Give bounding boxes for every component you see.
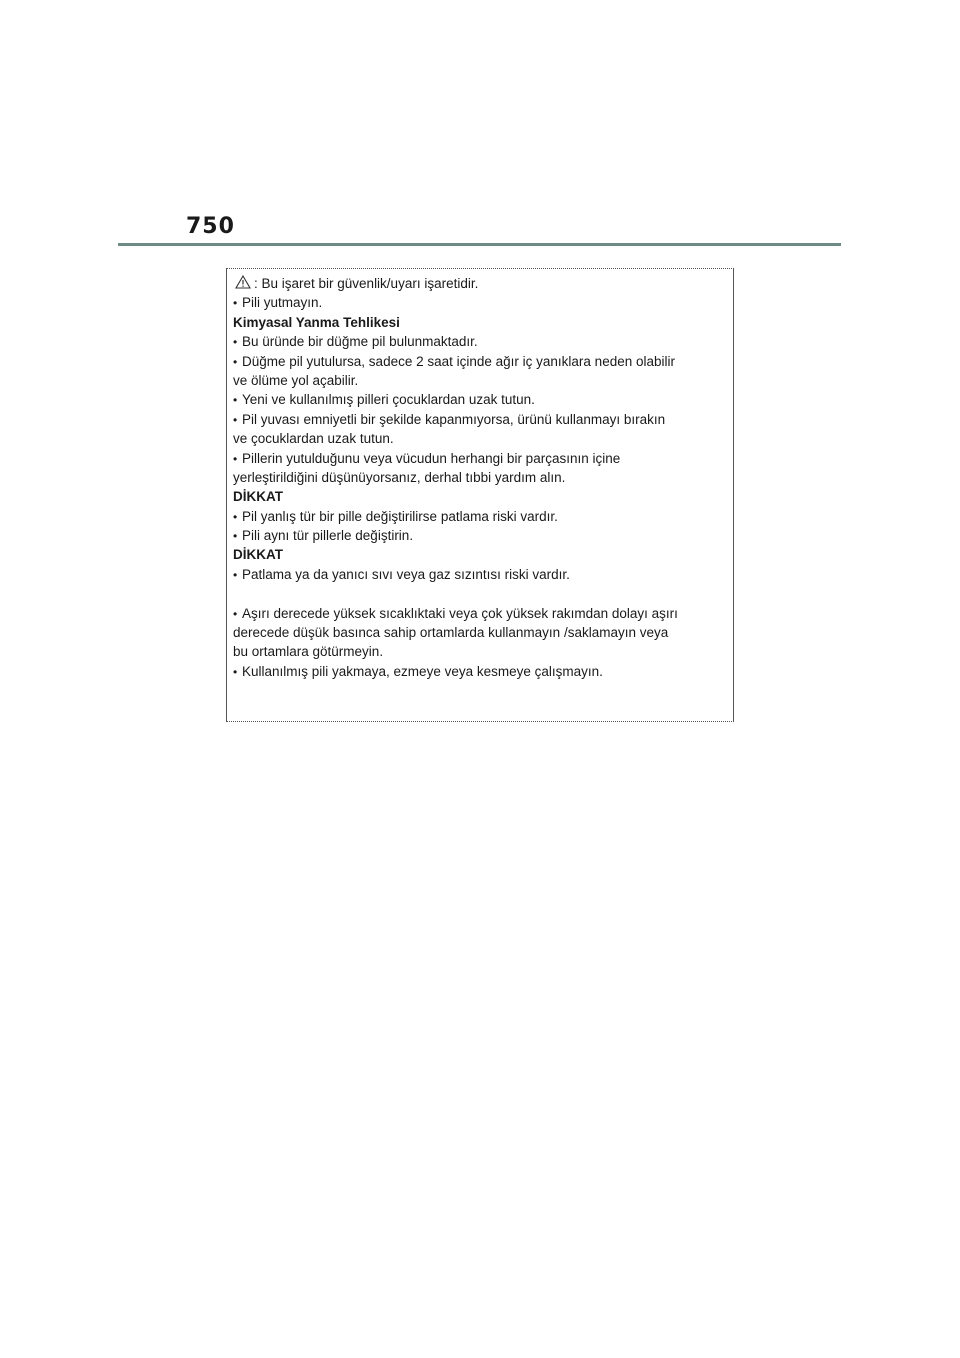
notice-line-text: bu ortamlara götürmeyin. xyxy=(233,644,384,660)
bullet-icon: • xyxy=(233,393,238,408)
section-heading xyxy=(233,313,723,332)
notice-line-text: Patlama ya da yanıcı sıvı veya gaz sızıntısı riski vardır. xyxy=(242,566,570,582)
notice-line-text: Düğme pil yutulursa, sadece 2 saat içinde ağır iç yanıklara neden olabilir xyxy=(242,353,675,369)
notice-line-text: yerleştirildiğini düşünüyorsanız, derhal tıbbi yardım alın. xyxy=(233,469,566,485)
notice-line xyxy=(233,526,723,545)
bullet-icon: • xyxy=(233,296,238,311)
notice-line xyxy=(233,293,723,312)
notice-line-text: Pil yanlış tür bir pille değiştirilirse patlama riski vardır. xyxy=(242,508,558,524)
notice-line xyxy=(233,565,723,584)
bullet-icon: • xyxy=(233,529,238,544)
warning-notice-content xyxy=(233,274,723,681)
notice-lines xyxy=(233,293,723,681)
section-heading xyxy=(233,487,723,506)
bullet-icon: • xyxy=(233,354,238,369)
notice-line-text: ve ölüme yol açabilir. xyxy=(233,372,359,388)
notice-line xyxy=(233,623,723,642)
notice-line-text: Pili yutmayın. xyxy=(242,295,323,311)
notice-line xyxy=(233,371,723,390)
bullet-icon: • xyxy=(233,509,238,524)
header-rule xyxy=(118,243,841,246)
notice-line-text: ve çocuklardan uzak tutun. xyxy=(233,431,394,447)
warning-symbol-line xyxy=(233,274,723,293)
blank-line xyxy=(233,584,723,603)
notice-line-text: derecede düşük basınca sahip ortamlarda kullanmayın /saklamayın veya xyxy=(233,625,669,641)
notice-line xyxy=(233,507,723,526)
notice-line xyxy=(233,449,723,468)
bullet-icon: • xyxy=(233,451,238,466)
notice-line-text: Pil yuvası emniyetli bir şekilde kapanmıyorsa, ürünü kullanmayı bırakın xyxy=(242,411,666,427)
notice-line-text: Bu üründe bir düğme pil bulunmaktadır. xyxy=(242,334,478,350)
notice-line-text: DİKKAT xyxy=(233,489,283,505)
notice-line xyxy=(233,332,723,351)
notice-line xyxy=(233,410,723,429)
notice-line-text: Yeni ve kullanılmış pilleri çocuklardan uzak tutun. xyxy=(242,392,535,408)
notice-line xyxy=(233,390,723,409)
bullet-icon: • xyxy=(233,664,238,679)
warning-triangle-icon xyxy=(235,275,251,289)
bullet-icon: • xyxy=(233,567,238,582)
notice-line xyxy=(233,429,723,448)
notice-line-text: Kullanılmış pili yakmaya, ezmeye veya kesmeye çalışmayın. xyxy=(242,663,603,679)
bullet-icon: • xyxy=(233,335,238,350)
notice-line xyxy=(233,642,723,661)
notice-line-text: DİKKAT xyxy=(233,547,283,563)
notice-line-text: Pili aynı tür pillerle değiştirin. xyxy=(242,528,414,544)
bullet-icon: • xyxy=(233,412,238,427)
bullet-icon: • xyxy=(233,606,238,621)
section-heading xyxy=(233,545,723,564)
page-number: 750 xyxy=(186,214,235,239)
notice-line xyxy=(233,468,723,487)
notice-line-text: Aşırı derecede yüksek sıcaklıktaki veya çok yüksek rakımdan dolayı aşırı xyxy=(242,605,678,621)
notice-line-text: Kimyasal Yanma Tehlikesi xyxy=(233,314,400,330)
warning-symbol-text: : Bu işaret bir güvenlik/uyarı işaretidir. xyxy=(254,276,479,291)
notice-line xyxy=(233,604,723,623)
notice-line xyxy=(233,352,723,371)
notice-line-text: Pillerin yutulduğunu veya vücudun herhangi bir parçasının içine xyxy=(242,450,621,466)
notice-line xyxy=(233,662,723,681)
